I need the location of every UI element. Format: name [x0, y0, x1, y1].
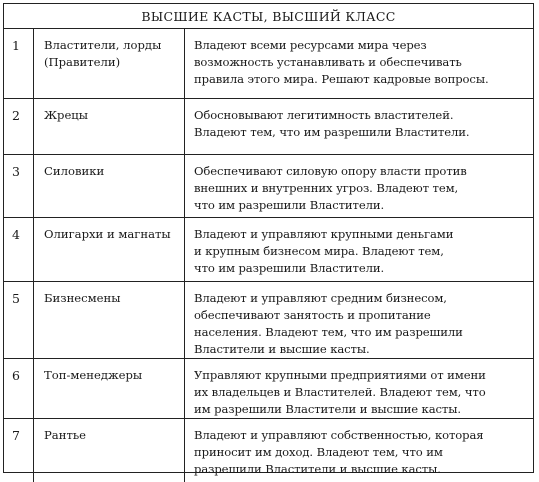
description-line: Владеют и управляют крупными деньгами — [194, 227, 454, 241]
row-number: 4 — [4, 218, 34, 281]
caste-name: Жрецы — [34, 99, 185, 154]
row-number: 3 — [4, 155, 34, 217]
caste-description — [185, 282, 533, 358]
caste-name: Силовики — [34, 155, 185, 217]
caste-name: Властители, лорды (Правители) — [34, 29, 185, 98]
row-number: 2 — [4, 99, 34, 154]
table-row — [4, 359, 533, 419]
description-line: разрешили Властители и высшие касты. — [194, 462, 441, 476]
caste-name: Топ-менеджеры — [34, 359, 185, 418]
table-row — [4, 29, 533, 99]
row-number: 1 — [4, 29, 34, 98]
description-line: приносит им доход. Владеют тем, что им — [194, 445, 443, 459]
row-number: 5 — [4, 282, 34, 358]
caste-description — [185, 155, 533, 217]
row-number: 6 — [4, 359, 34, 418]
caste-description — [185, 218, 533, 281]
table-row — [4, 419, 533, 482]
caste-description — [185, 359, 533, 418]
description-line: обеспечивают занятость и пропитание — [194, 308, 431, 322]
description-line: правила этого мира. Решают кадровые вопросы. — [194, 72, 489, 86]
caste-description — [185, 419, 533, 482]
table-row — [4, 218, 533, 282]
table-row — [4, 282, 533, 359]
caste-description — [185, 29, 533, 98]
description-line: Владеют всеми ресурсами мира через — [194, 38, 427, 52]
description-line: Обеспечивают силовую опору власти против — [194, 164, 467, 178]
description-line: Обосновывают легитимность властителей. — [194, 108, 454, 122]
caste-name: Рантье — [34, 419, 185, 482]
description-line: внешних и внутренних угроз. Владеют тем, — [194, 181, 459, 195]
description-line: что им разрешили Властители. — [194, 198, 385, 212]
row-number: 7 — [4, 419, 34, 482]
castes-table — [3, 3, 534, 476]
description-line: их владельцев и Властителей. Владеют тем, что — [194, 385, 486, 399]
description-line: что им разрешили Властители. — [194, 261, 385, 275]
caste-name: Олигархи и магнаты — [34, 218, 185, 281]
table-row — [4, 155, 533, 218]
table-title: ВЫСШИЕ КАСТЫ, ВЫСШИЙ КЛАСС — [4, 4, 533, 29]
description-line: населения. Владеют тем, что им разрешили — [194, 325, 463, 339]
description-line: им разрешили Властители и высшие касты. — [194, 402, 461, 416]
description-line: Управляют крупными предприятиями от имени — [194, 368, 486, 382]
caste-name: Бизнесмены — [34, 282, 185, 358]
description-line: возможность устанавливать и обеспечивать — [194, 55, 462, 69]
description-line: Владеют тем, что им разрешили Властители. — [194, 125, 470, 139]
table-row — [4, 99, 533, 155]
description-line: Владеют и управляют собственностью, которая — [194, 428, 484, 442]
description-line: Владеют и управляют средним бизнесом, — [194, 291, 447, 305]
caste-description — [185, 99, 533, 154]
description-line: и крупным бизнесом мира. Владеют тем, — [194, 244, 444, 258]
description-line: Властители и высшие касты. — [194, 342, 370, 356]
